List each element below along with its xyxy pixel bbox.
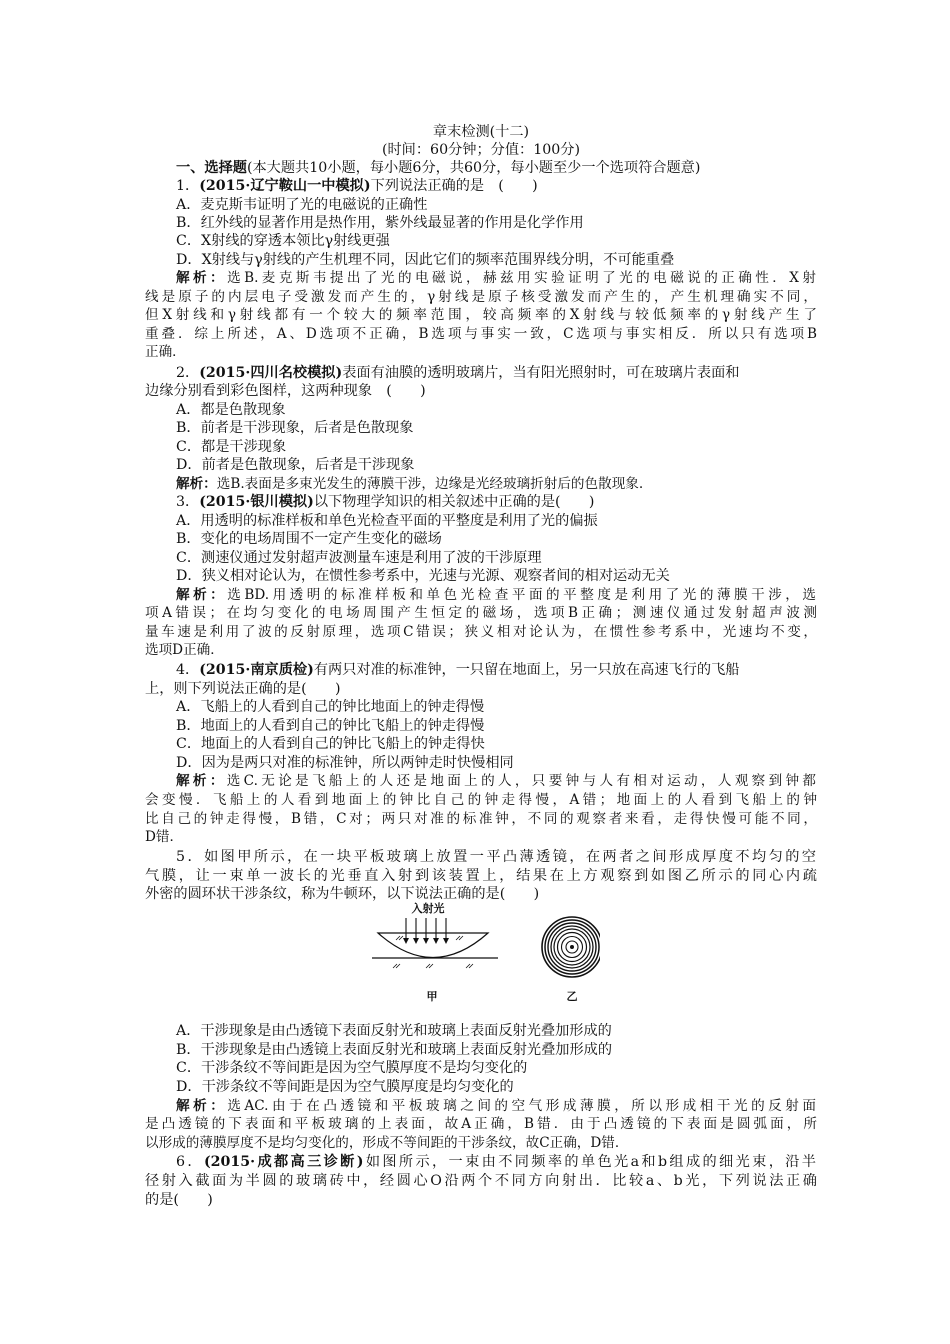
option-d: D．前者是色散现象，后者是干涉现象: [176, 457, 415, 473]
analysis-text: 选B.表面是多束光发生的薄膜干涉，边缘是光经玻璃折射后的色散现象.: [216, 476, 644, 492]
question-text: 径射入截面为半圆的玻璃砖中，经圆心O沿两个不同方向射出．比较a、b光，下列说法正确: [145, 1173, 817, 1189]
incident-light-label: 入射光: [411, 902, 445, 915]
ring-center: [570, 945, 574, 949]
analysis-line: 选项D正确．: [145, 642, 224, 658]
analysis-line: [176, 269, 816, 287]
analysis-line: 正确．: [145, 344, 186, 360]
analysis-line: 重叠．综上所述，A、D选项不正确，B选项与事实一致，C选项与事实相反．所以只有选项B: [145, 326, 817, 342]
question-text: 边缘分别看到彩色图样，这两种现象 ( ): [145, 383, 426, 399]
option-d: D．因为是两只对准的标准钟，所以两钟走时快慢相同: [176, 755, 514, 771]
question-text: 有两只对准的标准钟，一只留在地面上，另一只放在高速飞行的飞船: [313, 662, 740, 678]
question-3-stem: [176, 493, 816, 511]
figure-jia-label: 甲: [426, 990, 438, 1003]
section-heading: [176, 159, 816, 177]
analysis-label: 解析：: [176, 476, 217, 492]
question-number: 6．: [176, 1154, 204, 1170]
analysis-line: 以形成的薄膜厚度不是均匀变化的，形成不等间距的干涉条纹，故C正确，D错．: [145, 1135, 629, 1151]
analysis-line: 量车速是利用了波的反射原理，选项C错误；狭义相对论认为，在惯性参考系中，光速均不变，: [145, 624, 817, 640]
analysis-line: 是凸透镜的下表面和平板玻璃的上表面，故A正确，B错．由于凸透镜的下表面是圆弧面，所: [145, 1116, 817, 1132]
question-text: 的是( ): [145, 1192, 213, 1208]
analysis-line: [176, 772, 816, 790]
option-d: D．X射线与γ射线的产生机理不同，因此它们的频率范围界线分明，不可能重叠: [176, 252, 675, 268]
analysis-line: [176, 475, 816, 493]
option-b: B．干涉现象是由凸透镜上表面反射光和玻璃上表面反射光叠加形成的: [176, 1042, 613, 1058]
option-a: A．干涉现象是由凸透镜下表面反射光和玻璃上表面反射光叠加形成的: [176, 1023, 612, 1039]
question-number: 2．: [176, 365, 200, 381]
exam-info: (时间：60分钟；分值：100分): [381, 142, 581, 158]
analysis-line: 项A错误；在均匀变化的电场周围产生恒定的磁场，选项B正确；测速仪通过发射超声波测: [145, 605, 817, 621]
question-6-stem: [176, 1153, 816, 1171]
question-number: 5．: [176, 849, 205, 865]
question-text: 如图所示，一束由不同频率的单色光a和b组成的细光束，沿半: [363, 1154, 816, 1170]
question-text: 上，则下列说法正确的是( ): [145, 681, 341, 697]
option-c: C．测速仪通过发射超声波测量车速是利用了波的干涉原理: [176, 550, 542, 566]
question-source: (2015·辽宁鞍山一中模拟): [199, 178, 371, 194]
option-a: A．飞船上的人看到自己的钟比地面上的钟走得慢: [176, 699, 485, 715]
option-b: B．变化的电场周围不一定产生变化的磁场: [176, 531, 442, 547]
newton-rings-figure: [368, 900, 600, 1010]
question-text: 外密的圆环状干涉条纹，称为牛顿环，以下说法正确的是( ): [145, 886, 540, 902]
analysis-label: 解析：: [176, 587, 228, 603]
chapter-title: 章末检测(十二): [432, 124, 530, 140]
option-c: C．X射线的穿透本领比γ射线更强: [176, 233, 390, 249]
question-source: (2015·南京质检): [199, 662, 314, 678]
option-a: A．麦克斯韦证明了光的电磁说的正确性: [176, 197, 428, 213]
analysis-label: 解析：: [176, 773, 227, 789]
section-heading-label: 一、选择题: [176, 160, 247, 176]
analysis-line: [176, 1097, 816, 1115]
question-text: 如图甲所示，在一块平板玻璃上放置一平凸薄透镜，在两者之间形成厚度不均匀的空: [204, 849, 816, 865]
analysis-text: 选AC.由于在凸透镜和平板玻璃之间的空气形成薄膜，所以形成相干光的反射面: [227, 1098, 816, 1114]
question-source: (2015·成都高三诊断): [203, 1154, 364, 1170]
analysis-line: 线是原子的内层电子受激发而产生的，γ射线是原子核受激发而产生的，产生机理确实不同，: [145, 289, 817, 305]
option-d: D．干涉条纹不等间距是因为空气膜厚度是均匀变化的: [176, 1079, 514, 1095]
question-source: (2015·四川名校模拟): [199, 365, 343, 381]
question-4-stem: [176, 661, 816, 679]
question-text: 以下物理学知识的相关叙述中正确的是( ): [313, 494, 595, 510]
figure-yi-label: 乙: [566, 990, 578, 1003]
question-source: (2015·银川模拟): [199, 494, 314, 510]
question-number: 4．: [176, 662, 200, 678]
analysis-line: D错．: [145, 829, 184, 845]
analysis-line: 会变慢．飞船上的人看到地面上的钟比自己的钟走得慢，A错；地面上的人看到飞船上的钟: [145, 792, 817, 808]
analysis-label: 解析：: [176, 1098, 228, 1114]
question-1-stem: [176, 177, 816, 195]
analysis-label: 解析：: [176, 270, 228, 286]
question-5-stem: [176, 848, 816, 866]
analysis-line: [176, 586, 816, 604]
option-b: B．红外线的显著作用是热作用，紫外线最显著的作用是化学作用: [176, 215, 584, 231]
analysis-text: 选C.无论是飞船上的人还是地面上的人，只要钟与人有相对运动，人观察到钟都: [226, 773, 816, 789]
option-b: B．地面上的人看到自己的钟比飞船上的钟走得慢: [176, 718, 485, 734]
question-text: 表面有油膜的透明玻璃片，当有阳光照射时，可在玻璃片表面和: [342, 365, 740, 381]
analysis-line: 比自己的钟走得慢，B错，C对；两只对准的标准钟，不同的观察者来看，走得快慢可能不同，: [145, 811, 817, 827]
option-c: C．地面上的人看到自己的钟比飞船上的钟走得快: [176, 736, 485, 752]
analysis-text: 选B.麦克斯韦提出了光的电磁说，赫兹用实验证明了光的电磁说的正确性．X射: [227, 270, 817, 286]
option-d: D．狭义相对论认为，在惯性参考系中，光速与光源、观察者间的相对运动无关: [176, 568, 670, 584]
option-a: A．用透明的标准样板和单色光检查平面的平整度是利用了光的偏振: [176, 513, 598, 529]
arrow-heads: [403, 938, 449, 944]
convex-lens: [378, 933, 488, 958]
analysis-line: 但X射线和γ射线都有一个较大的频率范围，较高频率的X射线与较低频率的γ射线产生了: [145, 307, 817, 323]
question-2-stem: [176, 364, 816, 382]
question-text: 气膜，让一束单一波长的光垂直入射到该装置上，结果在上方观察到如图乙所示的同心内疏: [145, 868, 817, 884]
option-a: A．都是色散现象: [176, 402, 286, 418]
option-c: C．都是干涉现象: [176, 439, 287, 455]
question-text: 下列说法正确的是 ( ): [370, 178, 538, 194]
option-b: B．前者是干涉现象，后者是色散现象: [176, 420, 414, 436]
question-number: 3．: [176, 494, 200, 510]
analysis-text: 选BD.用透明的标准样板和单色光检查平面的平整度是利用了光的薄膜干涉，选: [227, 587, 816, 603]
option-c: C．干涉条纹不等间距是因为空气膜厚度不是均匀变化的: [176, 1060, 528, 1076]
section-note: (本大题共10小题，每小题6分，共60分，每小题至少一个选项符合题意): [246, 160, 701, 176]
question-number: 1．: [176, 178, 200, 194]
